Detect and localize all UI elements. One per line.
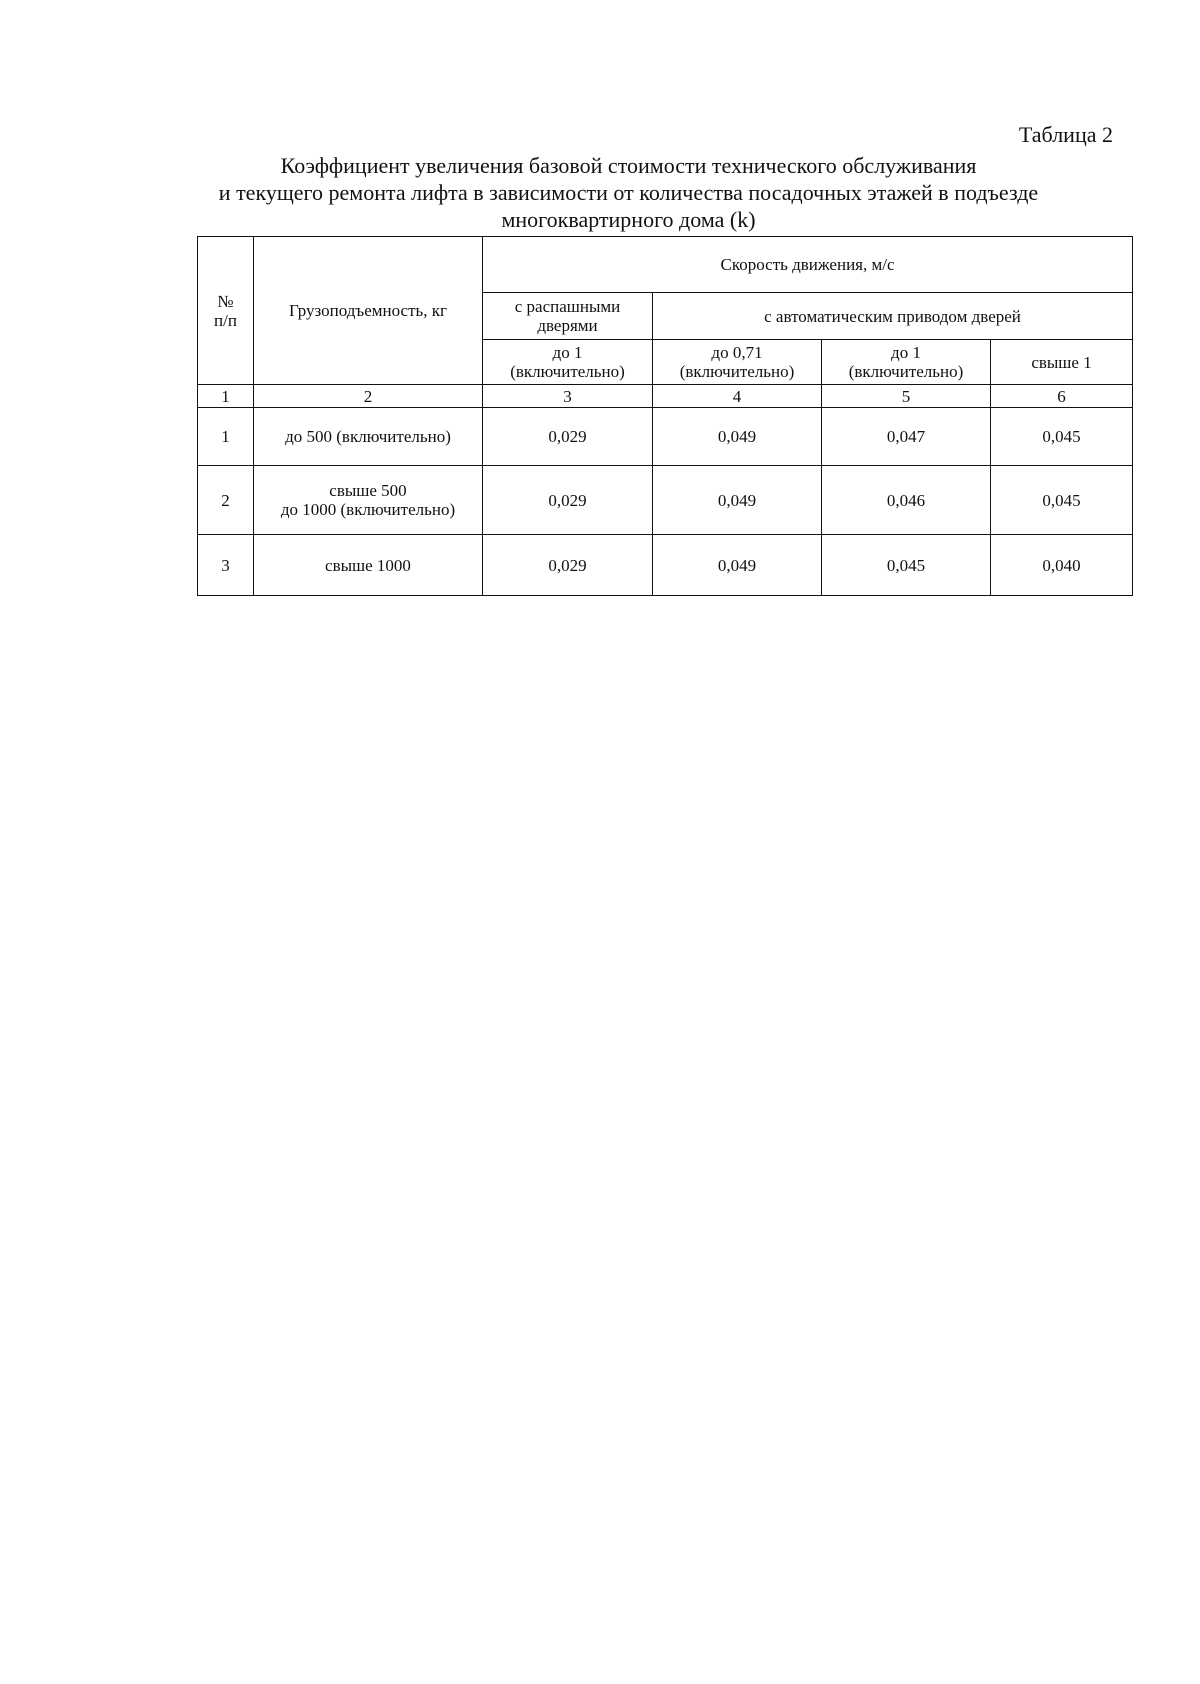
document-title bbox=[190, 152, 1067, 233]
row-value: 0,049 bbox=[653, 466, 822, 535]
row-value: 0,049 bbox=[653, 408, 822, 466]
row-value: 0,049 bbox=[653, 535, 822, 596]
row-value: 0,029 bbox=[483, 535, 653, 596]
header-speed-col5 bbox=[822, 340, 991, 385]
header-swing-doors-line2: дверями bbox=[537, 316, 598, 335]
header-speed-col4 bbox=[653, 340, 822, 385]
title-line-1: Коэффициент увеличения базовой стоимости технического обслуживания bbox=[280, 153, 977, 178]
row-value: 0,046 bbox=[822, 466, 991, 535]
header-speed-col3 bbox=[483, 340, 653, 385]
row-value: 0,045 bbox=[822, 535, 991, 596]
column-number: 6 bbox=[991, 385, 1133, 408]
row-number: 1 bbox=[198, 408, 254, 466]
speed-label-line2: (включительно) bbox=[848, 362, 964, 381]
row-number: 3 bbox=[198, 535, 254, 596]
coefficient-table bbox=[197, 236, 1133, 596]
header-auto-doors: с автоматическим приводом дверей bbox=[653, 293, 1133, 340]
header-number-line1: № bbox=[217, 291, 234, 311]
header-number bbox=[198, 237, 254, 385]
column-number: 1 bbox=[198, 385, 254, 408]
speed-label-line2: (включительно) bbox=[510, 362, 625, 381]
speed-label-line2: (включительно) bbox=[679, 362, 795, 381]
row-value: 0,047 bbox=[822, 408, 991, 466]
row-capacity: до 500 (включительно) bbox=[254, 408, 483, 466]
speed-label-line1: до 1 bbox=[552, 343, 583, 362]
column-number: 2 bbox=[254, 385, 483, 408]
column-number: 5 bbox=[822, 385, 991, 408]
column-number-row bbox=[198, 385, 1133, 408]
row-capacity: свыше 1000 bbox=[254, 535, 483, 596]
row-capacity-line1: свыше 500 bbox=[329, 481, 407, 500]
header-swing-doors bbox=[483, 293, 653, 340]
header-speed: Скорость движения, м/с bbox=[483, 237, 1133, 293]
header-swing-doors-line1: с распашными bbox=[514, 297, 621, 316]
header-capacity: Грузоподъемность, кг bbox=[254, 237, 483, 385]
row-value: 0,045 bbox=[991, 466, 1133, 535]
title-line-3: многоквартирного дома (k) bbox=[501, 207, 756, 232]
row-value: 0,040 bbox=[991, 535, 1133, 596]
column-number: 4 bbox=[653, 385, 822, 408]
header-number-line2: п/п bbox=[214, 310, 237, 330]
table-label: Таблица 2 bbox=[1018, 122, 1113, 147]
column-number: 3 bbox=[483, 385, 653, 408]
table-row bbox=[198, 466, 1133, 535]
table-row bbox=[198, 535, 1133, 596]
header-row-1 bbox=[198, 237, 1133, 293]
speed-label-line1: до 1 bbox=[891, 343, 921, 362]
row-value: 0,029 bbox=[483, 408, 653, 466]
row-capacity-line2: до 1000 (включительно) bbox=[280, 500, 456, 519]
title-line-2: и текущего ремонта лифта в зависимости от количества посадочных этажей в подъезде bbox=[218, 180, 1039, 205]
row-number: 2 bbox=[198, 466, 254, 535]
table-row bbox=[198, 408, 1133, 466]
row-value: 0,029 bbox=[483, 466, 653, 535]
header-speed-col6: свыше 1 bbox=[991, 340, 1133, 385]
row-value: 0,045 bbox=[991, 408, 1133, 466]
row-capacity bbox=[254, 466, 483, 535]
speed-label-line1: до 0,71 bbox=[711, 343, 763, 362]
